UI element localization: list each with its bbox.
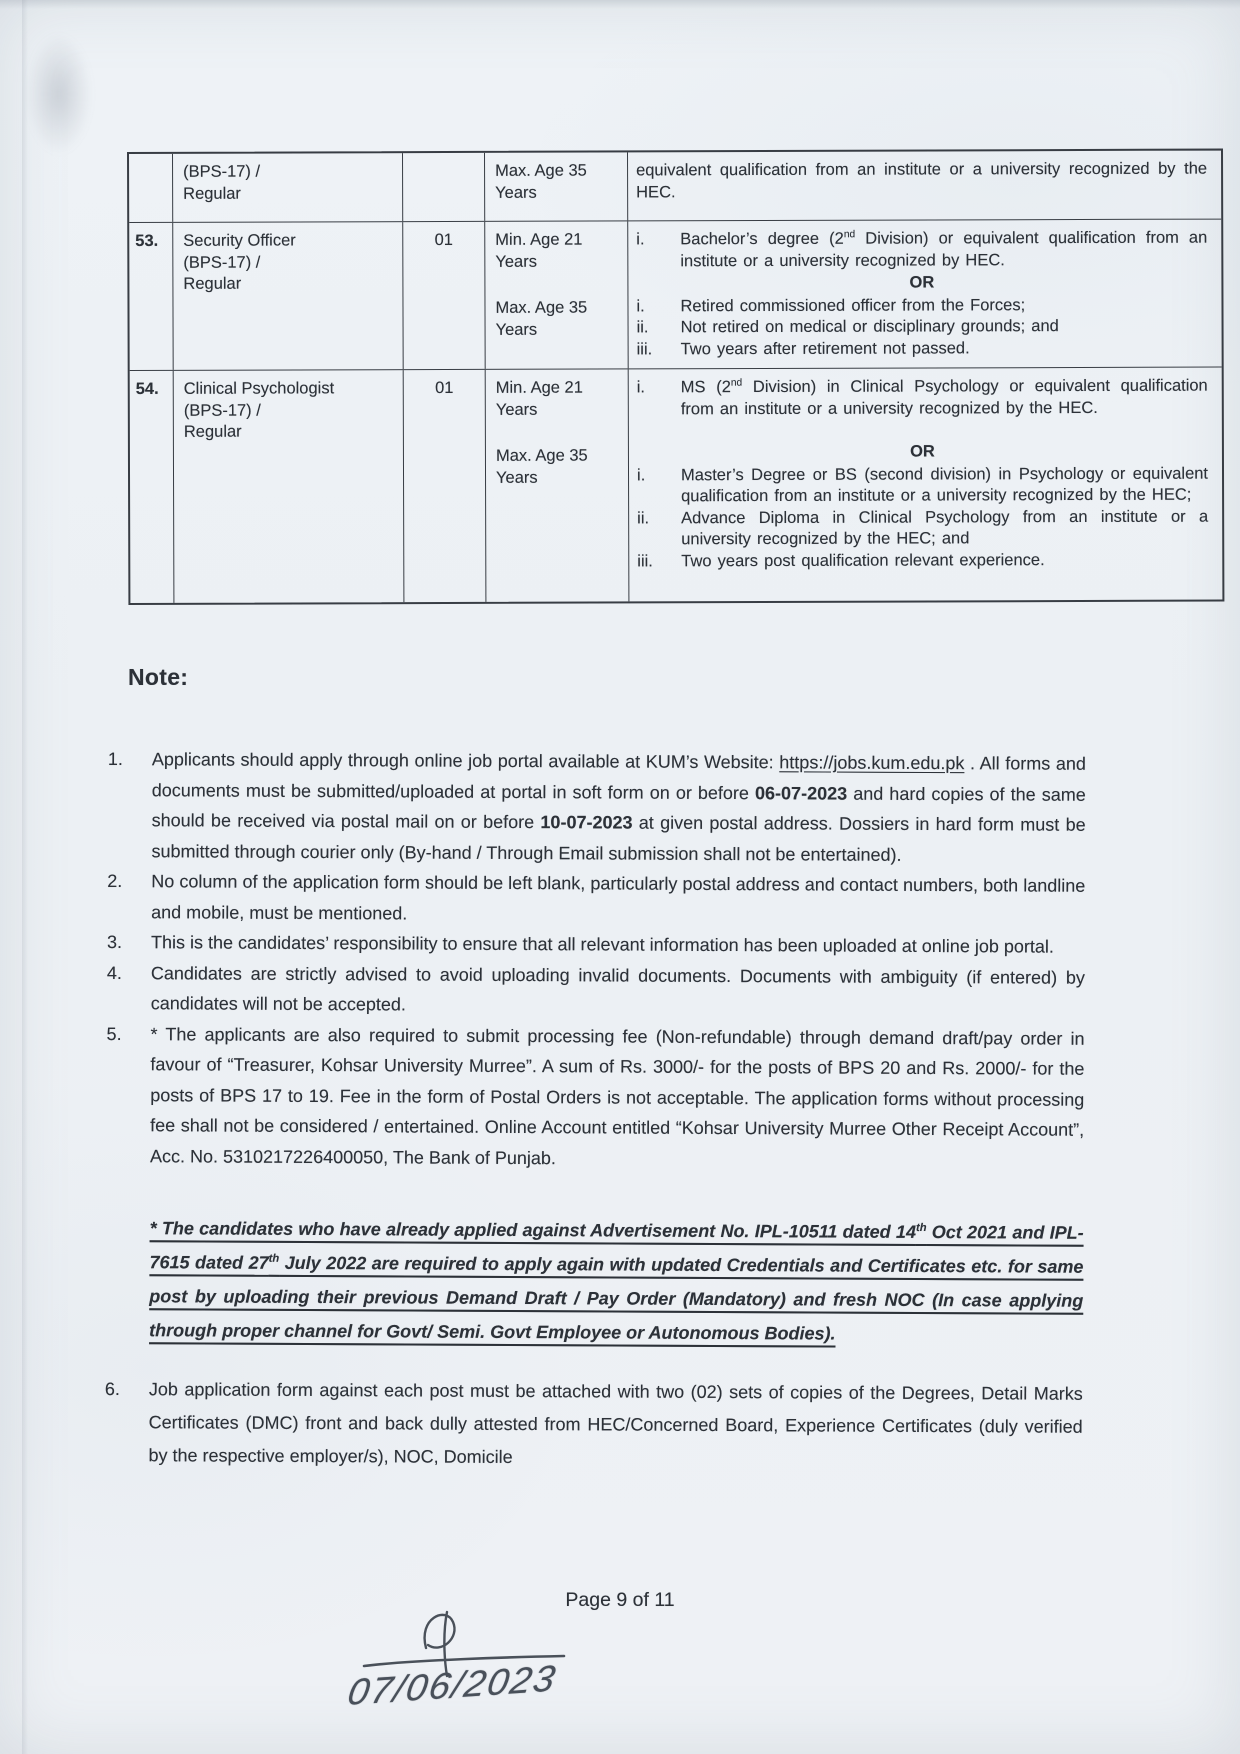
page-footer: Page 9 of 11 bbox=[565, 1589, 675, 1611]
age-min-text: Min. Age 21 Years bbox=[495, 230, 583, 271]
cell-age-limit bbox=[484, 152, 627, 220]
qualification-item-number: i. bbox=[636, 296, 645, 315]
scan-edge-left bbox=[22, 0, 28, 1754]
qualification-item bbox=[637, 316, 1208, 339]
qualification-item-text: Master’s Degree or BS (second division) in Psychology or equivalent qualification from an institute or a university recognized by the HEC; bbox=[680, 464, 1209, 506]
qualification-item-number: iii. bbox=[636, 339, 653, 358]
note-number: 1. bbox=[107, 748, 123, 770]
cell-age-limit bbox=[485, 369, 629, 601]
qualification-item bbox=[637, 549, 1208, 572]
qualification-item-number: iii. bbox=[637, 551, 653, 570]
note-item bbox=[107, 957, 1085, 1023]
qualification-item-text: Not retired on medical or disciplinary grounds; and bbox=[680, 317, 1059, 337]
qualification-text: equivalent qualification from an institute or a university recognized by the HEC. bbox=[636, 159, 1208, 201]
signature-block bbox=[344, 1600, 628, 1714]
qualification-item-number: i. bbox=[636, 378, 646, 397]
cell-age-limit bbox=[484, 221, 627, 368]
age-max-text: Max. Age 35 Years bbox=[495, 161, 587, 202]
cell-post: (BPS-17) / Regular bbox=[172, 153, 402, 222]
note-number: 4. bbox=[106, 962, 122, 983]
cell-serial: 54. bbox=[135, 379, 159, 398]
note-heading: Note: bbox=[128, 664, 189, 690]
age-max-text: Max. Age 35 Years bbox=[495, 446, 588, 487]
cell-quantity: 01 bbox=[403, 370, 486, 602]
table-row bbox=[129, 219, 1221, 370]
cell-post: Clinical Psychologist (BPS-17) / Regular bbox=[173, 370, 404, 603]
qualification-item-text: Advance Diploma in Clinical Psychology from an institute or a university recognized by the HEC; and bbox=[681, 507, 1209, 549]
age-min-text: Min. Age 21 Years bbox=[495, 378, 583, 419]
note-number: 5. bbox=[106, 1023, 122, 1044]
special-notice bbox=[149, 1211, 1084, 1352]
qualification-item-number: i. bbox=[636, 230, 645, 249]
cell-qualification bbox=[628, 368, 1223, 602]
scan-smudge-top-left bbox=[16, 14, 102, 174]
note-text: Job application form against each post must be attached with two (02) sets of copies of the Degrees, Detail Marks Certificates (DMC) front and back dully attested from HEC/Concerned Board, Experience Certificates (duly verified by the respective employer/s), NOC, Domicile bbox=[148, 1379, 1083, 1467]
note-item bbox=[107, 744, 1086, 871]
note-item bbox=[107, 866, 1085, 932]
qualification-item bbox=[637, 376, 1208, 421]
cell-serial: 53. bbox=[135, 231, 159, 250]
qualification-spacer bbox=[637, 419, 1208, 442]
jobs-table bbox=[127, 149, 1224, 605]
qualification-item bbox=[637, 463, 1208, 508]
qualification-item-number: ii. bbox=[636, 318, 649, 337]
note-item bbox=[107, 927, 1085, 962]
note-number: 2. bbox=[107, 870, 123, 892]
cell-qualification bbox=[627, 220, 1221, 369]
note-text: Applicants should apply through online job portal available at KUM’s Website: https://jobs.kum.edu.pk . All forms and documents must be submitted/uploaded at portal in soft form on or before 06-07-2023 and hard copies of the same should be received via postal mail on or before 10-07-2023 at given postal address. Dossiers in hard form must be submitted through courier only (By-hand / Through Email submission shall not be entertained). bbox=[151, 749, 1086, 865]
or-separator: OR bbox=[910, 442, 935, 461]
qualification-item bbox=[637, 337, 1208, 360]
cell-post: Security Officer (BPS-17) / Regular bbox=[172, 222, 402, 370]
age-max-text: Max. Age 35 Years bbox=[495, 298, 588, 339]
note-number: 3. bbox=[106, 931, 123, 953]
note-text: * The applicants are also required to submit processing fee (Non-refundable) through demand draft/pay order in favour of “Treasurer, Kohsar University Murree”. A sum of Rs. 3000/- for the posts of BPS 20 and Rs. 2000/- for the posts of BPS 17 to 19. Fee in the form of Postal Orders is not acceptable. The application forms without processing fee shall not be considered / entertained. Online Account entitled “Kohsar University Murree Other Receipt Account”, Acc. No. 5310217226400050, The Bank of Punjab. bbox=[149, 1023, 1085, 1168]
qualification-item-number: ii. bbox=[637, 508, 650, 527]
cell-serial bbox=[129, 154, 172, 222]
cell-quantity bbox=[402, 153, 484, 221]
note-item bbox=[104, 1373, 1082, 1477]
qualification-item-text: Bachelor’s degree (2nd Division) or equivalent qualification from an institute or a university recognized by HEC. bbox=[680, 228, 1208, 270]
qualification-item-text: Two years post qualification relevant experience. bbox=[681, 550, 1045, 570]
note-item bbox=[106, 1018, 1085, 1175]
notes-list bbox=[104, 744, 1086, 1477]
or-separator: OR bbox=[909, 273, 935, 292]
cell-qualification bbox=[627, 151, 1221, 221]
qualification-item-text: Retired commissioned officer from the Forces; bbox=[680, 295, 1026, 315]
note-number: 6. bbox=[104, 1378, 120, 1400]
cell-quantity: 01 bbox=[402, 222, 484, 369]
table-row bbox=[129, 151, 1221, 222]
qualification-item bbox=[637, 506, 1208, 551]
qualification-item-number: i. bbox=[636, 465, 646, 484]
qualification-item bbox=[636, 294, 1207, 317]
signature-date-handwritten: 07/06/2023 bbox=[344, 1657, 561, 1713]
table-row bbox=[130, 367, 1223, 603]
note-text: Candidates are strictly advised to avoid uploading invalid documents. Documents with ambiguity (if entered) by candidates will not be accepted. bbox=[150, 962, 1085, 1015]
note-text: No column of the application form should be left blank, particularly postal address and contact numbers, both landline and mobile, must be mentioned. bbox=[151, 871, 1086, 923]
qualification-item-text: Two years after retirement not passed. bbox=[680, 338, 970, 358]
note-text: This is the candidates’ responsibility to ensure that all relevant information has been uploaded at online job portal. bbox=[150, 932, 1054, 957]
qualification-item-text: MS (2nd Division) in Clinical Psychology or equivalent qualification from an institute or a university recognized by the HEC. bbox=[680, 376, 1208, 418]
qualification-item bbox=[636, 228, 1207, 273]
special-notice-text: * The candidates who have already applied against Advertisement No. IPL-10511 dated 14th Oct 2021 and IPL-7615 dated 27th July 2022 are required to apply again with updated Credentials and Certificates etc. for same post by uploading their previous Demand Draft / Pay Order (Mandatory) and fresh NOC (In case applying through proper channel for Govt/ Semi. Govt Employee or Autonomous Bodies). bbox=[149, 1218, 1084, 1344]
scan-edge-top bbox=[0, 0, 1240, 9]
